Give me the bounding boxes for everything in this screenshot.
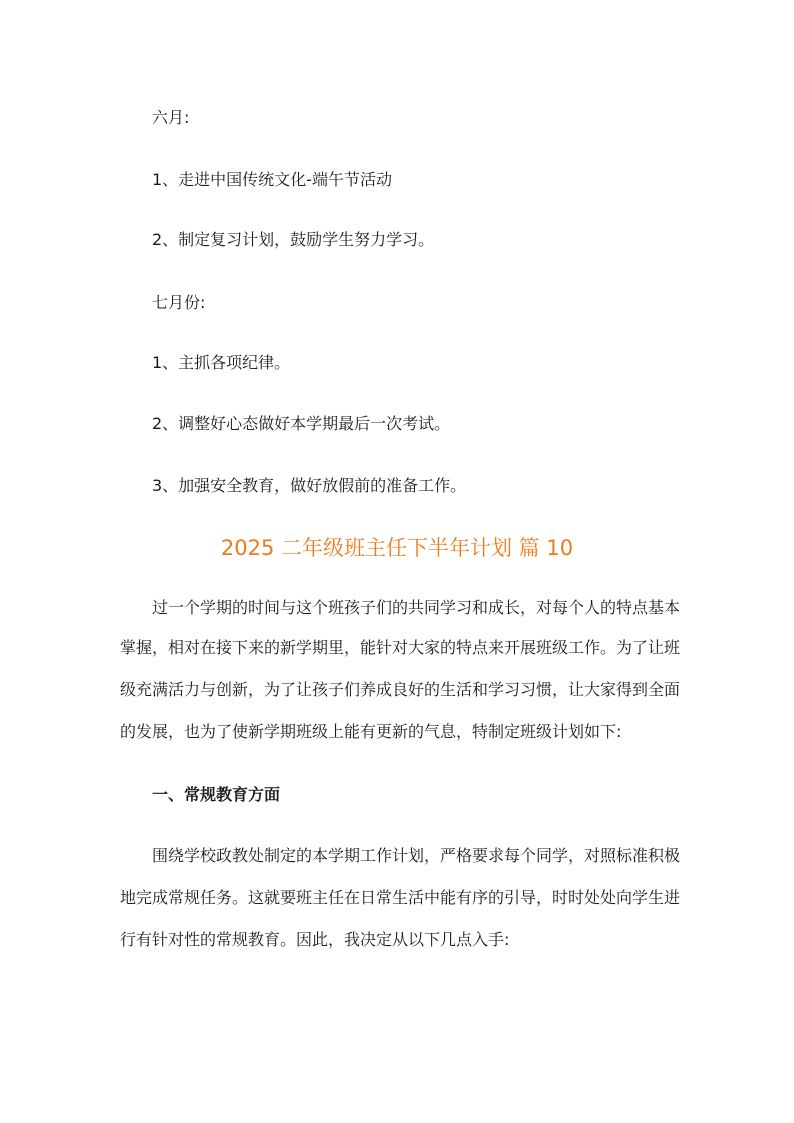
subheading: 一、常规教育方面 xyxy=(152,785,281,804)
july-heading: 七月份: xyxy=(152,293,206,312)
june-item-2: 2、制定复习计划，鼓励学生努力学习。 xyxy=(152,230,435,249)
section-title: 2025 二年级班主任下半年计划 篇 10 xyxy=(220,536,574,560)
july-item-1: 1、主抓各项纪律。 xyxy=(152,353,291,372)
intro-line-3: 级充满活力与创新，为了让孩子们养成良好的生活和学习习惯，让大家得到全面 xyxy=(120,680,681,699)
body-line-1: 围绕学校政教处制定的本学期工作计划，严格要求每个同学，对照标准积极 xyxy=(152,846,681,865)
intro-line-1: 过一个学期的时间与这个班孩子们的共同学习和成长，对每个人的特点基本 xyxy=(152,598,681,617)
june-heading: 六月: xyxy=(152,108,190,127)
june-item-1: 1、走进中国传统文化-端午节活动 xyxy=(152,170,392,189)
july-item-3: 3、加强安全教育，做好放假前的准备工作。 xyxy=(152,476,467,495)
body-line-3: 行有针对性的常规教育。因此，我决定从以下几点入手: xyxy=(120,930,510,949)
intro-line-2: 掌握，相对在接下来的新学期里，能针对大家的特点来开展班级工作。为了让班 xyxy=(120,638,681,657)
intro-line-4: 的发展，也为了使新学期班级上能有更新的气息，特制定班级计划如下: xyxy=(120,722,622,741)
body-line-2: 地完成常规任务。这就要班主任在日常生活中能有序的引导，时时处处向学生进 xyxy=(120,888,681,907)
july-item-2: 2、调整好心态做好本学期最后一次考试。 xyxy=(152,414,451,433)
